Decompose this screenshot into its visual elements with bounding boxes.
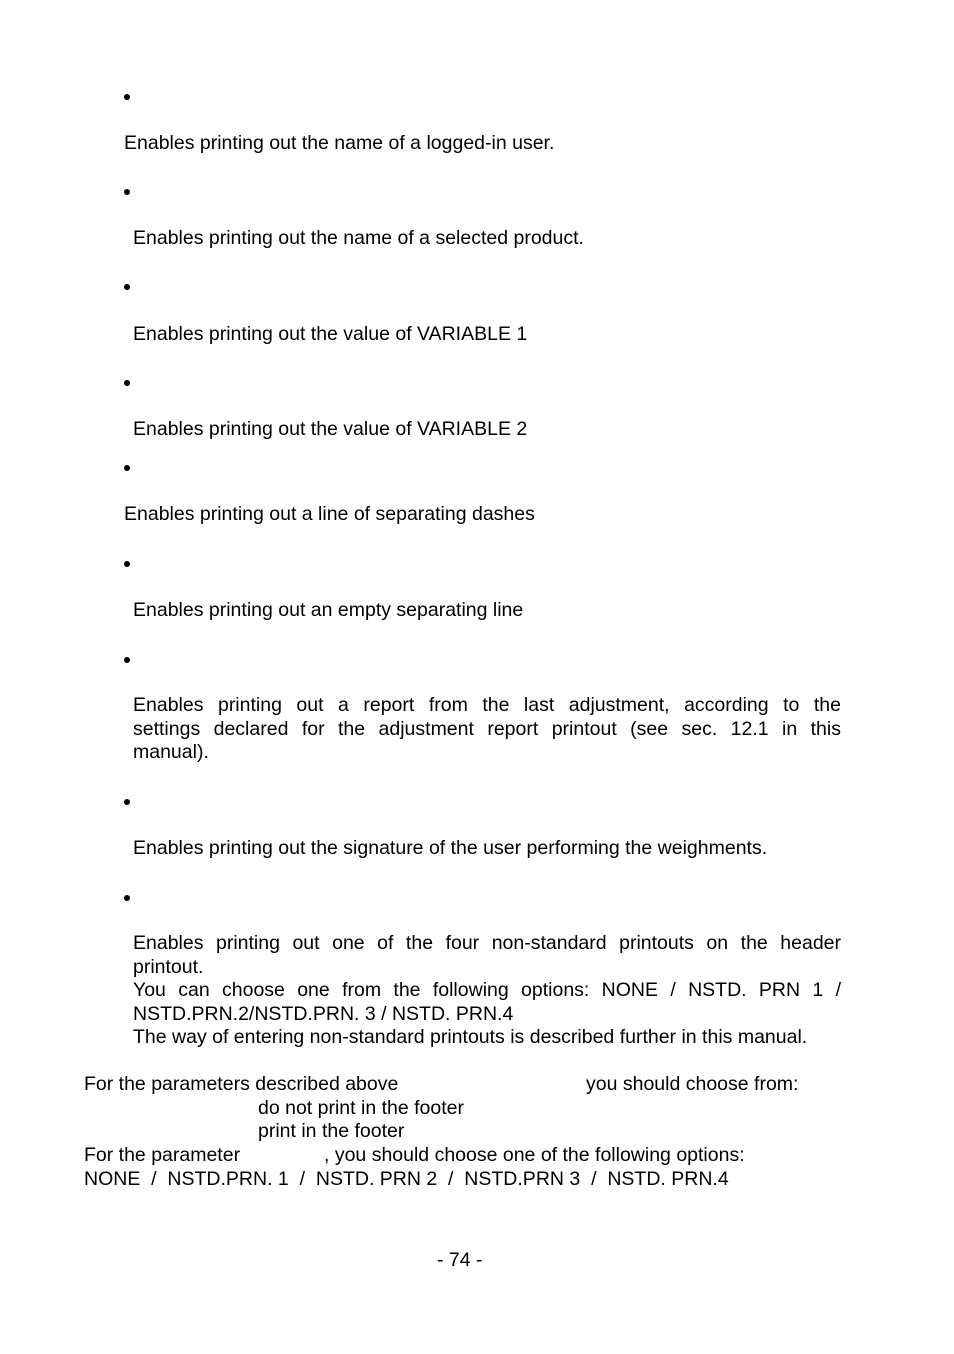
item-description: Enables printing out the value of VARIABLE 2: [133, 418, 528, 440]
page-number: - 74 -: [437, 1249, 483, 1271]
params-intro-text: For the parameters described above: [84, 1073, 399, 1095]
bullet-marker: [122, 92, 132, 102]
option-do-not-print: do not print in the footer: [258, 1097, 464, 1119]
item-description: [133, 932, 841, 1050]
item-description: Enables printing out the name of a logged-in user.: [124, 132, 555, 154]
option-print: print in the footer: [258, 1120, 405, 1142]
description-line: settings declared for the adjustment report printout (see sec. 12.1 in this: [133, 717, 841, 740]
item-description: Enables printing out an empty separating line: [133, 599, 524, 621]
description-line: You can choose one from the following options: NONE / NSTD. PRN 1 /: [133, 979, 841, 1001]
bullet-marker: [122, 378, 132, 388]
bullet-marker: [122, 282, 132, 292]
item-description: Enables printing out the name of a selected product.: [133, 227, 584, 249]
description-line: manual).: [133, 741, 209, 763]
bullet-marker: [122, 187, 132, 197]
description-line: NSTD.PRN.2/NSTD.PRN. 3 / NSTD. PRN.4: [133, 1002, 514, 1025]
description-line: printout.: [133, 955, 204, 978]
choose-from-text: you should choose from:: [586, 1073, 799, 1095]
item-description: Enables printing out the value of VARIABLE 1: [133, 323, 528, 345]
bullet-marker: [122, 559, 132, 569]
description-line: The way of entering non-standard printouts is described further in this manual.: [133, 1026, 808, 1048]
bullet-marker: [122, 463, 132, 473]
item-description: Enables printing out a line of separating dashes: [124, 503, 535, 525]
param-intro-text: For the parameter: [84, 1144, 241, 1166]
description-line: Enables printing out one of the four non-standard printouts on the header: [133, 932, 841, 954]
bullet-marker: [122, 797, 132, 807]
bullet-marker: [122, 893, 132, 903]
item-description: Enables printing out the signature of the user performing the weighments.: [133, 837, 768, 859]
item-description: [133, 694, 841, 765]
param-choose-text: , you should choose one of the following options:: [324, 1144, 745, 1166]
description-line: Enables printing out a report from the last adjustment, according to the: [133, 694, 841, 716]
bullet-marker: [122, 655, 132, 665]
param-options-list: NONE / NSTD.PRN. 1 / NSTD. PRN 2 / NSTD.PRN 3 / NSTD. PRN.4: [84, 1168, 729, 1190]
